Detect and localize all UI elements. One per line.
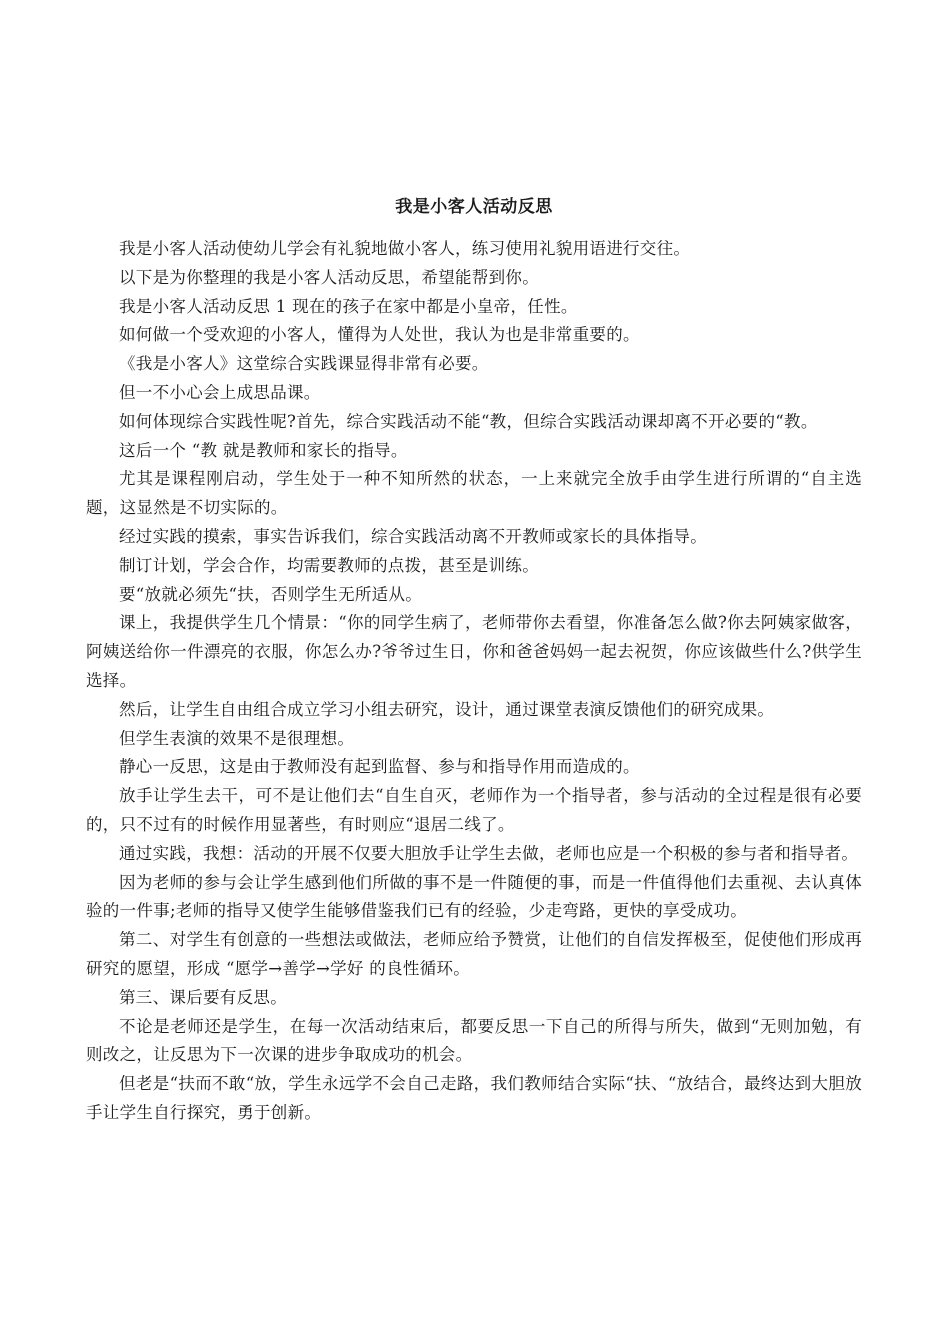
paragraph: 尤其是课程刚启动，学生处于一种不知所然的状态，一上来就完全放手由学生进行所谓的“自主选题，这显然是不切实际的。: [86, 469, 862, 518]
paragraph: 放手让学生去干，可不是让他们去“自生自灭，老师作为一个指导者，参与活动的全过程是很有必要的，只不过有的时候作用显著些，有时则应“退居二线了。: [86, 786, 862, 834]
paragraph: 经过实践的摸索，事实告诉我们，综合实践活动离不开教师或家长的具体指导。: [119, 526, 707, 546]
document-page: [86, 193, 862, 1128]
paragraph: 课上，我提供学生几个情景：“你的同学生病了，老师带你去看望，你准备怎么做?你去阿姨家做客，阿姨送给你一件漂亮的衣服，你怎么办?爷爷过生日，你和爸爸妈妈一起去祝贺，你应该做些什么?供学生选择。: [86, 613, 862, 690]
paragraph: 但学生表演的效果不是很理想。: [119, 728, 355, 748]
paragraph: 要“放就必须先“扶，否则学生无所适从。: [119, 584, 423, 604]
paragraph: 我是小客人活动反思 1 现在的孩子在家中都是小皇帝，任性。: [119, 296, 578, 316]
document-title: 我是小客人活动反思: [395, 197, 553, 217]
paragraph: 以下是为你整理的我是小客人活动反思，希望能帮到你。: [119, 267, 539, 287]
paragraph: 如何做一个受欢迎的小客人，懂得为人处世，我认为也是非常重要的。: [119, 325, 640, 345]
paragraph: 因为老师的参与会让学生感到他们所做的事不是一件随便的事，而是一件值得他们去重视、去认真体验的一件事;老师的指导又使学生能够借鉴我们已有的经验，少走弯路，更快的享受成功。: [86, 872, 862, 921]
paragraph: 制订计划，学会合作，均需要教师的点拨，甚至是训练。: [119, 555, 539, 575]
paragraph: 但老是“扶而不敢“放，学生永远学不会自己走路，我们教师结合实际“扶、“放结合，最终达到大胆放手让学生自行探究，勇于创新。: [86, 1074, 862, 1122]
paragraph: 静心一反思，这是由于教师没有起到监督、参与和指导作用而造成的。: [119, 757, 640, 777]
paragraph: 然后，让学生自由组合成立学习小组去研究，设计，通过课堂表演反馈他们的研究成果。: [119, 699, 775, 719]
paragraph: 这后一个 “教 就是教师和家长的指导。: [119, 440, 408, 460]
paragraph: 不论是老师还是学生，在每一次活动结束后，都要反思一下自己的所得与所失，做到“无则加勉，有则改之，让反思为下一次课的进步争取成功的机会。: [86, 1016, 862, 1065]
paragraph: 《我是小客人》这堂综合实践课显得非常有必要。: [119, 354, 489, 374]
paragraph: 我是小客人活动使幼儿学会有礼貌地做小客人，练习使用礼貌用语进行交往。: [119, 239, 691, 258]
paragraph: 如何体现综合实践性呢?首先，综合实践活动不能“教，但综合实践活动课却离不开必要的“教。: [119, 411, 818, 431]
paragraph: 但一不小心会上成思品课。: [119, 382, 321, 402]
paragraph: 第二、对学生有创意的一些想法或做法，老师应给予赞赏，让他们的自信发挥极至，促使他们形成再研究的愿望，形成 “愿学→善学→学好 的良性循环。: [86, 930, 862, 978]
paragraph: 通过实践，我想：活动的开展不仅要大胆放手让学生去做，老师也应是一个积极的参与者和指导者。: [119, 843, 859, 863]
paragraph: 第三、课后要有反思。: [119, 987, 287, 1007]
